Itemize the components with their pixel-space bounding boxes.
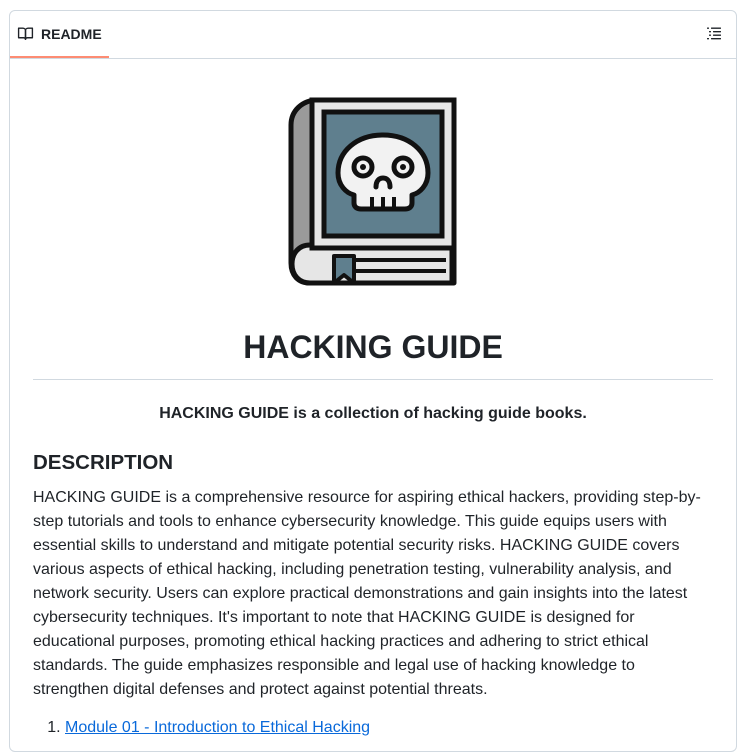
page-title: HACKING GUIDE <box>33 327 713 380</box>
book-icon <box>17 25 34 42</box>
readme-header <box>10 11 736 59</box>
skull-book-logo <box>288 97 458 287</box>
outline-button[interactable] <box>704 25 724 45</box>
logo-container <box>33 97 713 287</box>
tab-readme-label: README <box>41 25 102 42</box>
description-heading: DESCRIPTION <box>33 451 174 474</box>
module-list <box>33 716 713 740</box>
description-text: HACKING GUIDE is a comprehensive resource for aspiring ethical hackers, providing step-by-step tutorials and tools to enhance cybersecurity knowledge. This guide equips users with essential skills to understand and mitigate potential security risks. HACKING GUIDE covers various aspects of ethical hacking, including penetration testing, vulnerability analysis, and network security. Users can explore practical demonstrations and gain insights into the latest cybersecurity techniques. It's important to note that HACKING GUIDE is designed for educational purposes, promoting ethical hacking practices and adhering to strict ethical standards. The guide emphasizes responsible and legal use of hacking knowledge to strengthen digital defenses and protect against potential threats. <box>33 489 701 698</box>
readme-body <box>10 97 736 740</box>
tagline: HACKING GUIDE is a collection of hacking guide books. <box>159 405 587 422</box>
tab-readme[interactable] <box>10 11 109 58</box>
module-link[interactable]: Module 01 - Introduction to Ethical Hacking <box>65 719 371 736</box>
list-outline-icon <box>706 25 722 46</box>
readme-panel <box>9 10 737 752</box>
list-item <box>65 716 713 740</box>
